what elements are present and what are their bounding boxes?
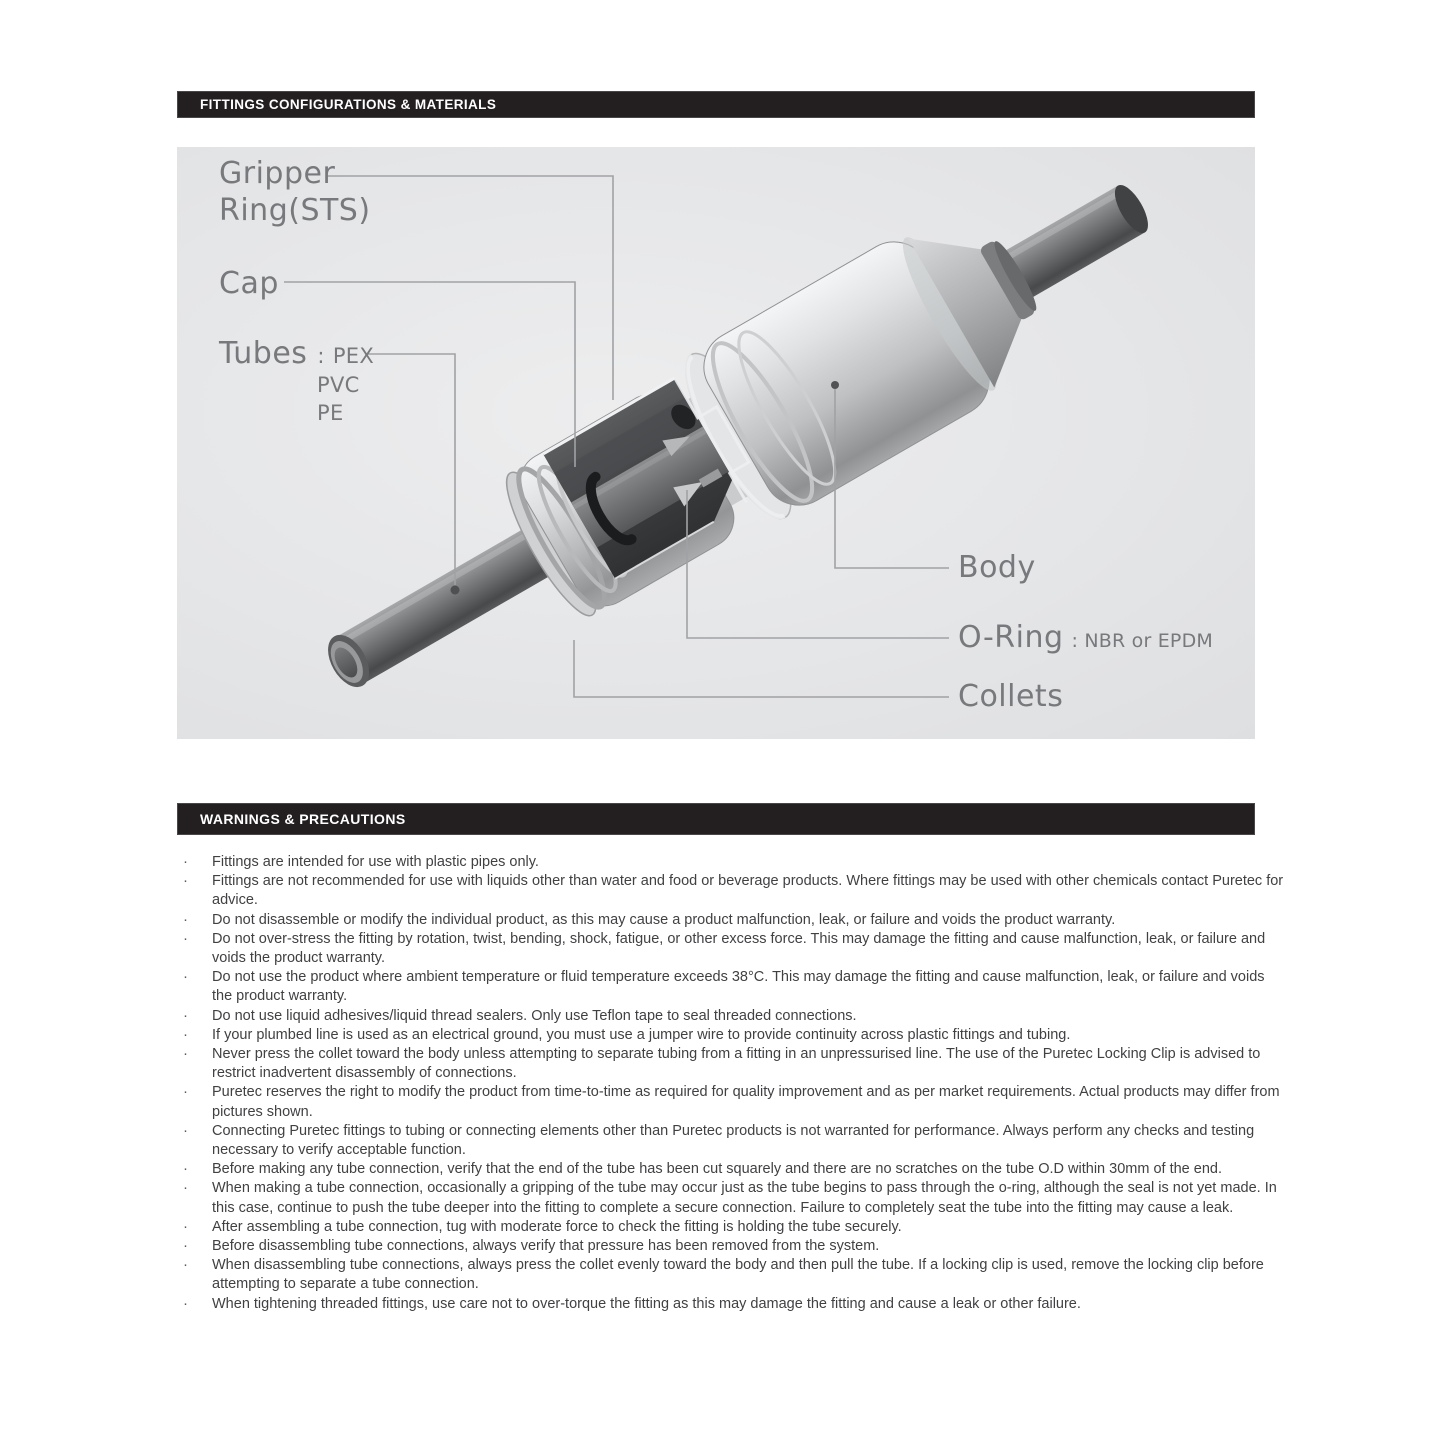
bullet-dot: · [183,1121,188,1139]
label-tubes-word: Tubes [219,336,308,371]
section-header-fittings [177,91,1255,118]
label-gripper-ring [219,155,371,229]
label-body: Body [958,550,1036,585]
warning-text: Connecting Puretec fittings to tubing or connecting elements other than Puretec products is not warranted for performance. Always perform any checks and testing necessary to verify acceptable function. [212,1122,1255,1159]
warning-text: After assembling a tube connection, tug with moderate force to check the fitting is holding the tube securely. [212,1218,902,1235]
bullet-dot: · [183,1217,188,1235]
label-cap: Cap [219,266,279,301]
warning-item [177,1160,1285,1179]
tube-pointer-dot [451,586,460,595]
bullet-dot: · [183,1179,188,1197]
warning-item [177,853,1285,872]
warning-text: When making a tube connection, occasionally a gripping of the tube may occur just as the tube begins to pass through the o-ring, although the seal is not yet made. In this case, continue to push the tube deeper into the fitting to complete a secure connection. Failure to completely seat the tube into the fitting may cause a leak. [212,1180,1277,1216]
warning-item [177,1083,1285,1121]
warning-text: Puretec reserves the right to modify the product from time-to-time as required for quality improvement and as per market requirements. Actual products may differ from pictures shown. [212,1084,1280,1120]
warning-text: Never press the collet toward the body unless attempting to separate tubing from a fitting in an unpressurised line. The use of the Puretec Locking Clip is advised to restrict inadvertent disassembly of connections. [212,1046,1261,1082]
warning-text: Before making any tube connection, verify that the end of the tube has been cut squarely and there are no scratches on the tube O.D within 30mm of the end. [212,1161,1222,1178]
warning-item [177,1007,1285,1026]
label-oring-word: O-Ring [958,620,1064,655]
bullet-dot: · [183,1045,188,1063]
label-gripper-line1: Gripper [219,156,336,191]
label-tube-material-pvc: PVC [317,373,360,397]
bullet-dot: · [183,1294,188,1312]
warning-item [177,1256,1285,1294]
warning-item [177,911,1285,930]
bullet-dot: · [183,872,188,890]
bullet-dot: · [183,968,188,986]
bullet-dot: · [183,1006,188,1024]
warning-text: When disassembling tube connections, always press the collet evenly toward the body and then pull the tube. If a locking clip is used, remove the locking clip before attempting to separate a tube connection. [212,1257,1264,1293]
warning-item [177,872,1285,910]
label-oring-materials: : NBR or EPDM [1071,630,1214,652]
warning-text: Do not over-stress the fitting by rotation, twist, bending, shock, fatigue, or other excess force. This may damage the fitting and cause malfunction, leak, or failure and voids the product warranty. [212,930,1266,967]
bullet-dot: · [183,929,188,947]
label-tube-material-pex: PEX [332,344,375,368]
warnings-list [177,853,1285,1314]
collets-pointer-line [574,640,949,697]
label-tube-material-pe: PE [317,401,344,425]
tubes-pointer-line [365,354,455,585]
label-collets: Collets [958,679,1064,714]
warning-item [177,1237,1285,1256]
warning-text: Do not use liquid adhesives/liquid thread sealers. Only use Teflon tape to seal threaded connections. [212,1007,857,1024]
warning-text: Fittings are intended for use with plastic pipes only. [212,854,539,870]
warning-text: When tightening threaded fittings, use care not to over-torque the fitting as this may damage the fitting and cause a leak or other failure. [212,1295,1081,1312]
bullet-dot: · [183,853,188,870]
warning-text: Do not disassemble or modify the individual product, as this may cause a product malfunction, leak, or failure and voids the product warranty. [212,911,1116,928]
body-pointer-dot [831,381,839,389]
warning-text: If your plumbed line is used as an electrical ground, you must use a jumper wire to provide continuity across plastic fittings and tubing. [212,1026,1071,1043]
warning-text: Do not use the product where ambient temperature or fluid temperature exceeds 38°C. This may damage the fitting and cause malfunction, leak, or failure and voids the product warranty. [212,969,1265,1005]
section-header-warnings-text: WARNINGS & PRECAUTIONS [200,811,406,827]
bullet-dot: · [183,1160,188,1178]
section-header-warnings [177,803,1255,835]
fitting-diagram-panel [177,147,1255,739]
warning-text: Fittings are not recommended for use with liquids other than water and food or beverage products. Where fittings may be used with other chemicals contact Puretec for advice. [212,873,1284,909]
bullet-dot: · [183,910,188,928]
label-oring [958,619,1213,656]
warning-item [177,1295,1285,1314]
warning-item [177,1026,1285,1045]
warning-item [177,1179,1285,1217]
section-header-fittings-text: FITTINGS CONFIGURATIONS & MATERIALS [200,97,497,112]
bullet-dot: · [183,1025,188,1043]
warning-item [177,968,1285,1006]
bullet-dot: · [183,1237,188,1255]
label-tubes-colon: : [317,344,325,368]
warning-item [177,1045,1285,1083]
bullet-dot: · [183,1083,188,1101]
warning-item [177,1218,1285,1237]
warning-item [177,930,1285,968]
label-tubes [219,335,374,372]
bullet-dot: · [183,1256,188,1274]
label-gripper-line2: Ring(STS) [219,193,371,228]
warning-item [177,1122,1285,1160]
warning-text: Before disassembling tube connections, always verify that pressure has been removed from the system. [212,1238,880,1255]
